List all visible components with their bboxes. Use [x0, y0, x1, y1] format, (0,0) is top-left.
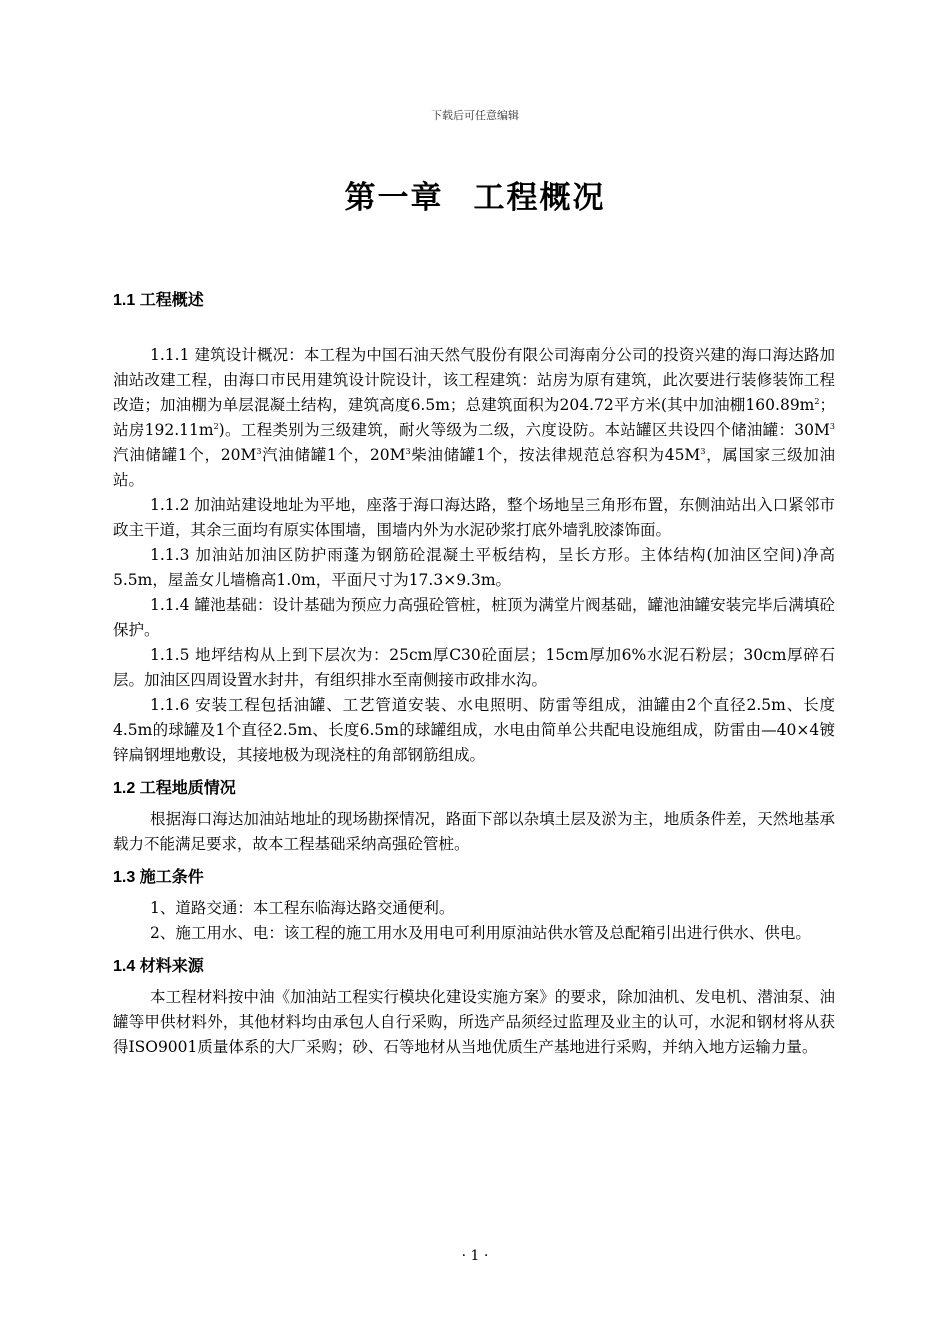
superscript: 3 — [405, 446, 411, 456]
section-heading-1-1: 1.1 工程概述 — [113, 292, 204, 309]
section-heading-1-4: 1.4 材料来源 — [113, 958, 204, 975]
paragraph-1-1-4: 1.1.4 罐池基础：设计基础为预应力高强砼管桩，桩顶为满堂片阀基础，罐池油罐安装完毕后满填砼保护。 — [113, 596, 835, 639]
page-number: · 1 · — [461, 1248, 489, 1264]
chapter-name: 工程概况 — [473, 180, 606, 216]
section-heading-1-3: 1.3 施工条件 — [113, 869, 204, 886]
paragraph-1-1-3: 1.1.3 加油站加油区防护雨蓬为钢筋砼混凝土平板结构，呈长方形。主体结构(加油区空间)净高5.5m，屋盖女儿墙檐高1.0m，平面尺寸为17.3×9.3m。 — [113, 546, 835, 589]
section-heading-1-2: 1.2 工程地质情况 — [113, 780, 236, 797]
paragraph-1-1-2: 1.1.2 加油站建设地址为平地，座落于海口海达路，整个场地呈三角形布置，东侧油站出入口紧邻市政主干道，其余三面均有原实体围墙，围墙内外为水泥砂浆打底外墙乳胶漆饰面。 — [113, 496, 835, 539]
superscript: 3 — [829, 421, 835, 431]
superscript: 3 — [700, 446, 706, 456]
paragraph-1-1-1: 1.1.1 建筑设计概况：本工程为中国石油天然气股份有限公司海南分公司的投资兴建的海口海达路加油站改建工程，由海口市民用建筑设计院设计，该工程建筑：站房为原有建筑，此次要进行装修装饰工程改造；加油棚为单层混凝土结构，建筑高度6.5m；总建筑面积为204.72平方米(其中加油棚$160.89m^2$；站房$192.11m^2$)。工程类别为三级建筑，耐火等级为二级，六度设防。本站罐区共设四个储油罐：$30M^3$汽油储罐1个，$20M^3$汽油储罐1个，$20M^3$柴油储罐1个，按法律规范总容积为$45M^3$，属国家三级加油站。 — [113, 346, 835, 489]
superscript: 2 — [213, 421, 219, 431]
paragraph-1-1-6: 1.1.6 安装工程包括油罐、工艺管道安装、水电照明、防雷等组成，油罐由2个直径2.5m、长度4.5m的球罐及1个直径2.5m、长度6.5m的球罐组成，水电由简单公共配电设施组成，防雷由—40×4镀锌扁钢埋地敷设，其接地极为现浇柱的角部钢筋组成。 — [113, 696, 835, 764]
document-body — [113, 288, 835, 1060]
chapter-title — [0, 172, 950, 217]
paragraph-1-4: 本工程材料按中油《加油站工程实行模块化建设实施方案》的要求，除加油机、发电机、潜油泵、油罐等甲供材料外，其他材料均由承包人自行采购，所选产品须经过监理及业主的认可，水泥和钢材将从获得ISO9001质量体系的大厂采购；砂、石等地材从当地优质生产基地进行采购，并纳入地方运输力量。 — [113, 988, 835, 1056]
header-note: 下载后可任意编辑 — [431, 109, 519, 122]
superscript: 3 — [256, 446, 262, 456]
paragraph-1-3-1: 1、道路交通：本工程东临海达路交通便利。 — [150, 899, 455, 917]
paragraph-1-2: 根据海口海达加油站地址的现场勘探情况，路面下部以杂填土层及淤为主，地质条件差，天然地基承载力不能满足要求，故本工程基础采纳高强砼管桩。 — [113, 810, 835, 853]
superscript: 2 — [814, 396, 820, 406]
paragraph-1-1-5: 1.1.5 地坪结构从上到下层次为：25cm厚C30砼面层；15cm厚加6%水泥石粉层；30cm厚碎石层。加油区四周设置水封井，有组织排水至南侧接市政排水沟。 — [113, 646, 835, 689]
chapter-number: 第一章 — [344, 180, 444, 216]
paragraph-1-3-2: 2、施工用水、电：该工程的施工用水及用电可利用原油站供水管及总配箱引出进行供水、供电。 — [150, 924, 811, 942]
